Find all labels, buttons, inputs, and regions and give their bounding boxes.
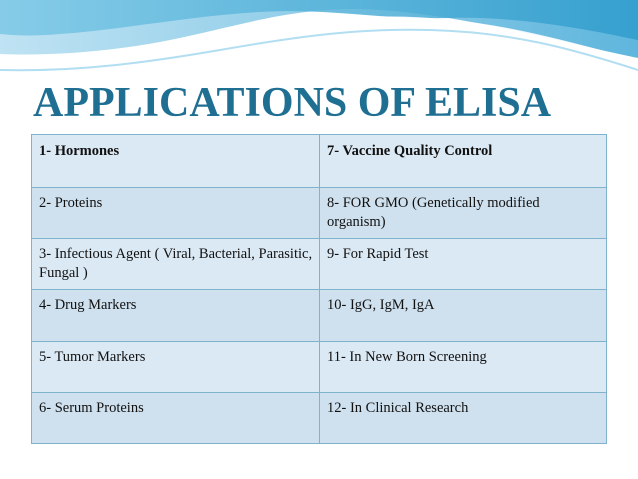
- table-row: [32, 135, 607, 188]
- applications-table: [31, 134, 607, 444]
- table-row: [32, 342, 607, 393]
- table-cell-left: 3- Infectious Agent ( Viral, Bacterial, Parasitic, Fungal ): [32, 239, 320, 290]
- table-row: [32, 393, 607, 444]
- table-cell-left: 1- Hormones: [32, 135, 320, 188]
- table-cell-right: 11- In New Born Screening: [320, 342, 607, 393]
- slide-title: APPLICATIONS OF ELISA: [33, 80, 552, 126]
- table-row: [32, 239, 607, 290]
- decorative-wave-header: [0, 0, 638, 80]
- table-cell-left: 6- Serum Proteins: [32, 393, 320, 444]
- table-cell-right: 8- FOR GMO (Genetically modified organism): [320, 188, 607, 239]
- table-row: [32, 188, 607, 239]
- table-cell-left: 4- Drug Markers: [32, 290, 320, 342]
- table-cell-right: 9- For Rapid Test: [320, 239, 607, 290]
- table-cell-left: 5- Tumor Markers: [32, 342, 320, 393]
- table-cell-right: 7- Vaccine Quality Control: [320, 135, 607, 188]
- table-cell-left: 2- Proteins: [32, 188, 320, 239]
- table-cell-right: 10- IgG, IgM, IgA: [320, 290, 607, 342]
- table-row: [32, 290, 607, 342]
- table-cell-right: 12- In Clinical Research: [320, 393, 607, 444]
